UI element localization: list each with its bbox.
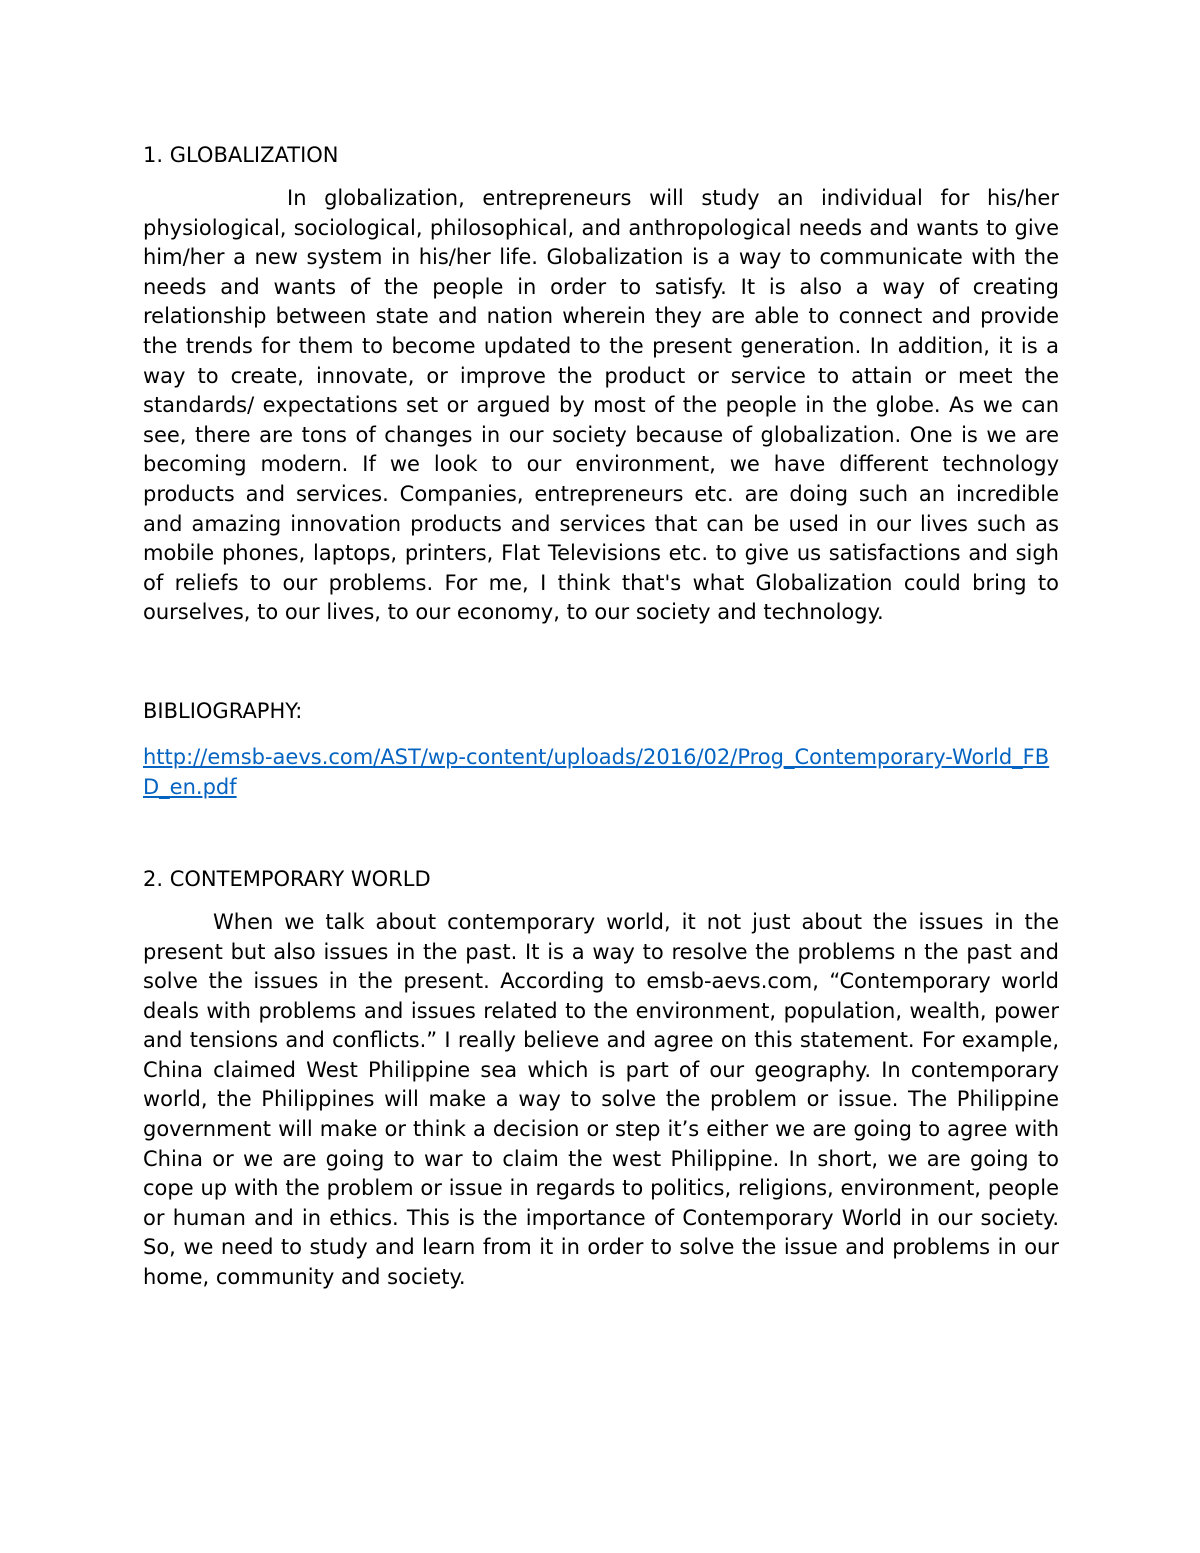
bibliography-link[interactable]: http://emsb-aevs.com/AST/wp-content/uploads/2016/02/Prog_Contemporary-World_FBD_en.pdf <box>143 744 1050 799</box>
contemporary-world-paragraph: When we talk about contemporary world, it not just about the issues in the present but also issues in the past. It is a way to resolve the problems n the past and solve the issues in the present. According to emsb-aevs.com, “Contemporary world deals with problems and issues related to the environment, population, wealth, power and tensions and conflicts.” I really believe and agree on this statement. For example, China claimed West Philippine sea which is part of our geography. In contemporary world, the Philippines will make a way to solve the problem or issue. The Philippine government will make or think a decision or step it’s either we are going to agree with China or we are going to war to claim the west Philippine. In short, we are going to cope up with the problem or issue in regards to politics, religions, environment, people or human and in ethics. This is the importance of Contemporary World in our society. So, we need to study and learn from it in order to solve the issue and problems in our home, community and society. <box>143 909 1059 1290</box>
section-heading-contemporary-world: 2. CONTEMPORARY WORLD <box>143 866 431 891</box>
section-heading-globalization: 1. GLOBALIZATION <box>143 143 339 167</box>
bibliography-heading: BIBLIOGRAPHY: <box>143 698 303 723</box>
document-page <box>143 140 1059 1293</box>
globalization-paragraph: In globalization, entrepreneurs will study an individual for his/her physiological, sociological, philosophical, and anthropological needs and wants to give him/her a new system in his/her life. Globalization is a way to communicate with the needs and wants of the people in order to satisfy. It is also a way of creating relationship between state and nation wherein they are able to connect and provide the trends for them to become updated to the present generation. In addition, it is a way to create, innovate, or improve the product or service to attain or meet the standards/ expectations set or argued by most of the people in the globe. As we can see, there are tons of changes in our society because of globalization. One is we are becoming modern. If we look to our environment, we have different technology products and services. Companies, entrepreneurs etc. are doing such an incredible and amazing innovation products and services that can be used in our lives such as mobile phones, laptops, printers, Flat Televisions etc. to give us satisfactions and sigh of reliefs to our problems. For me, I think that's what Globalization could bring to ourselves, to our lives, to our economy, to our society and technology. <box>143 186 1059 625</box>
